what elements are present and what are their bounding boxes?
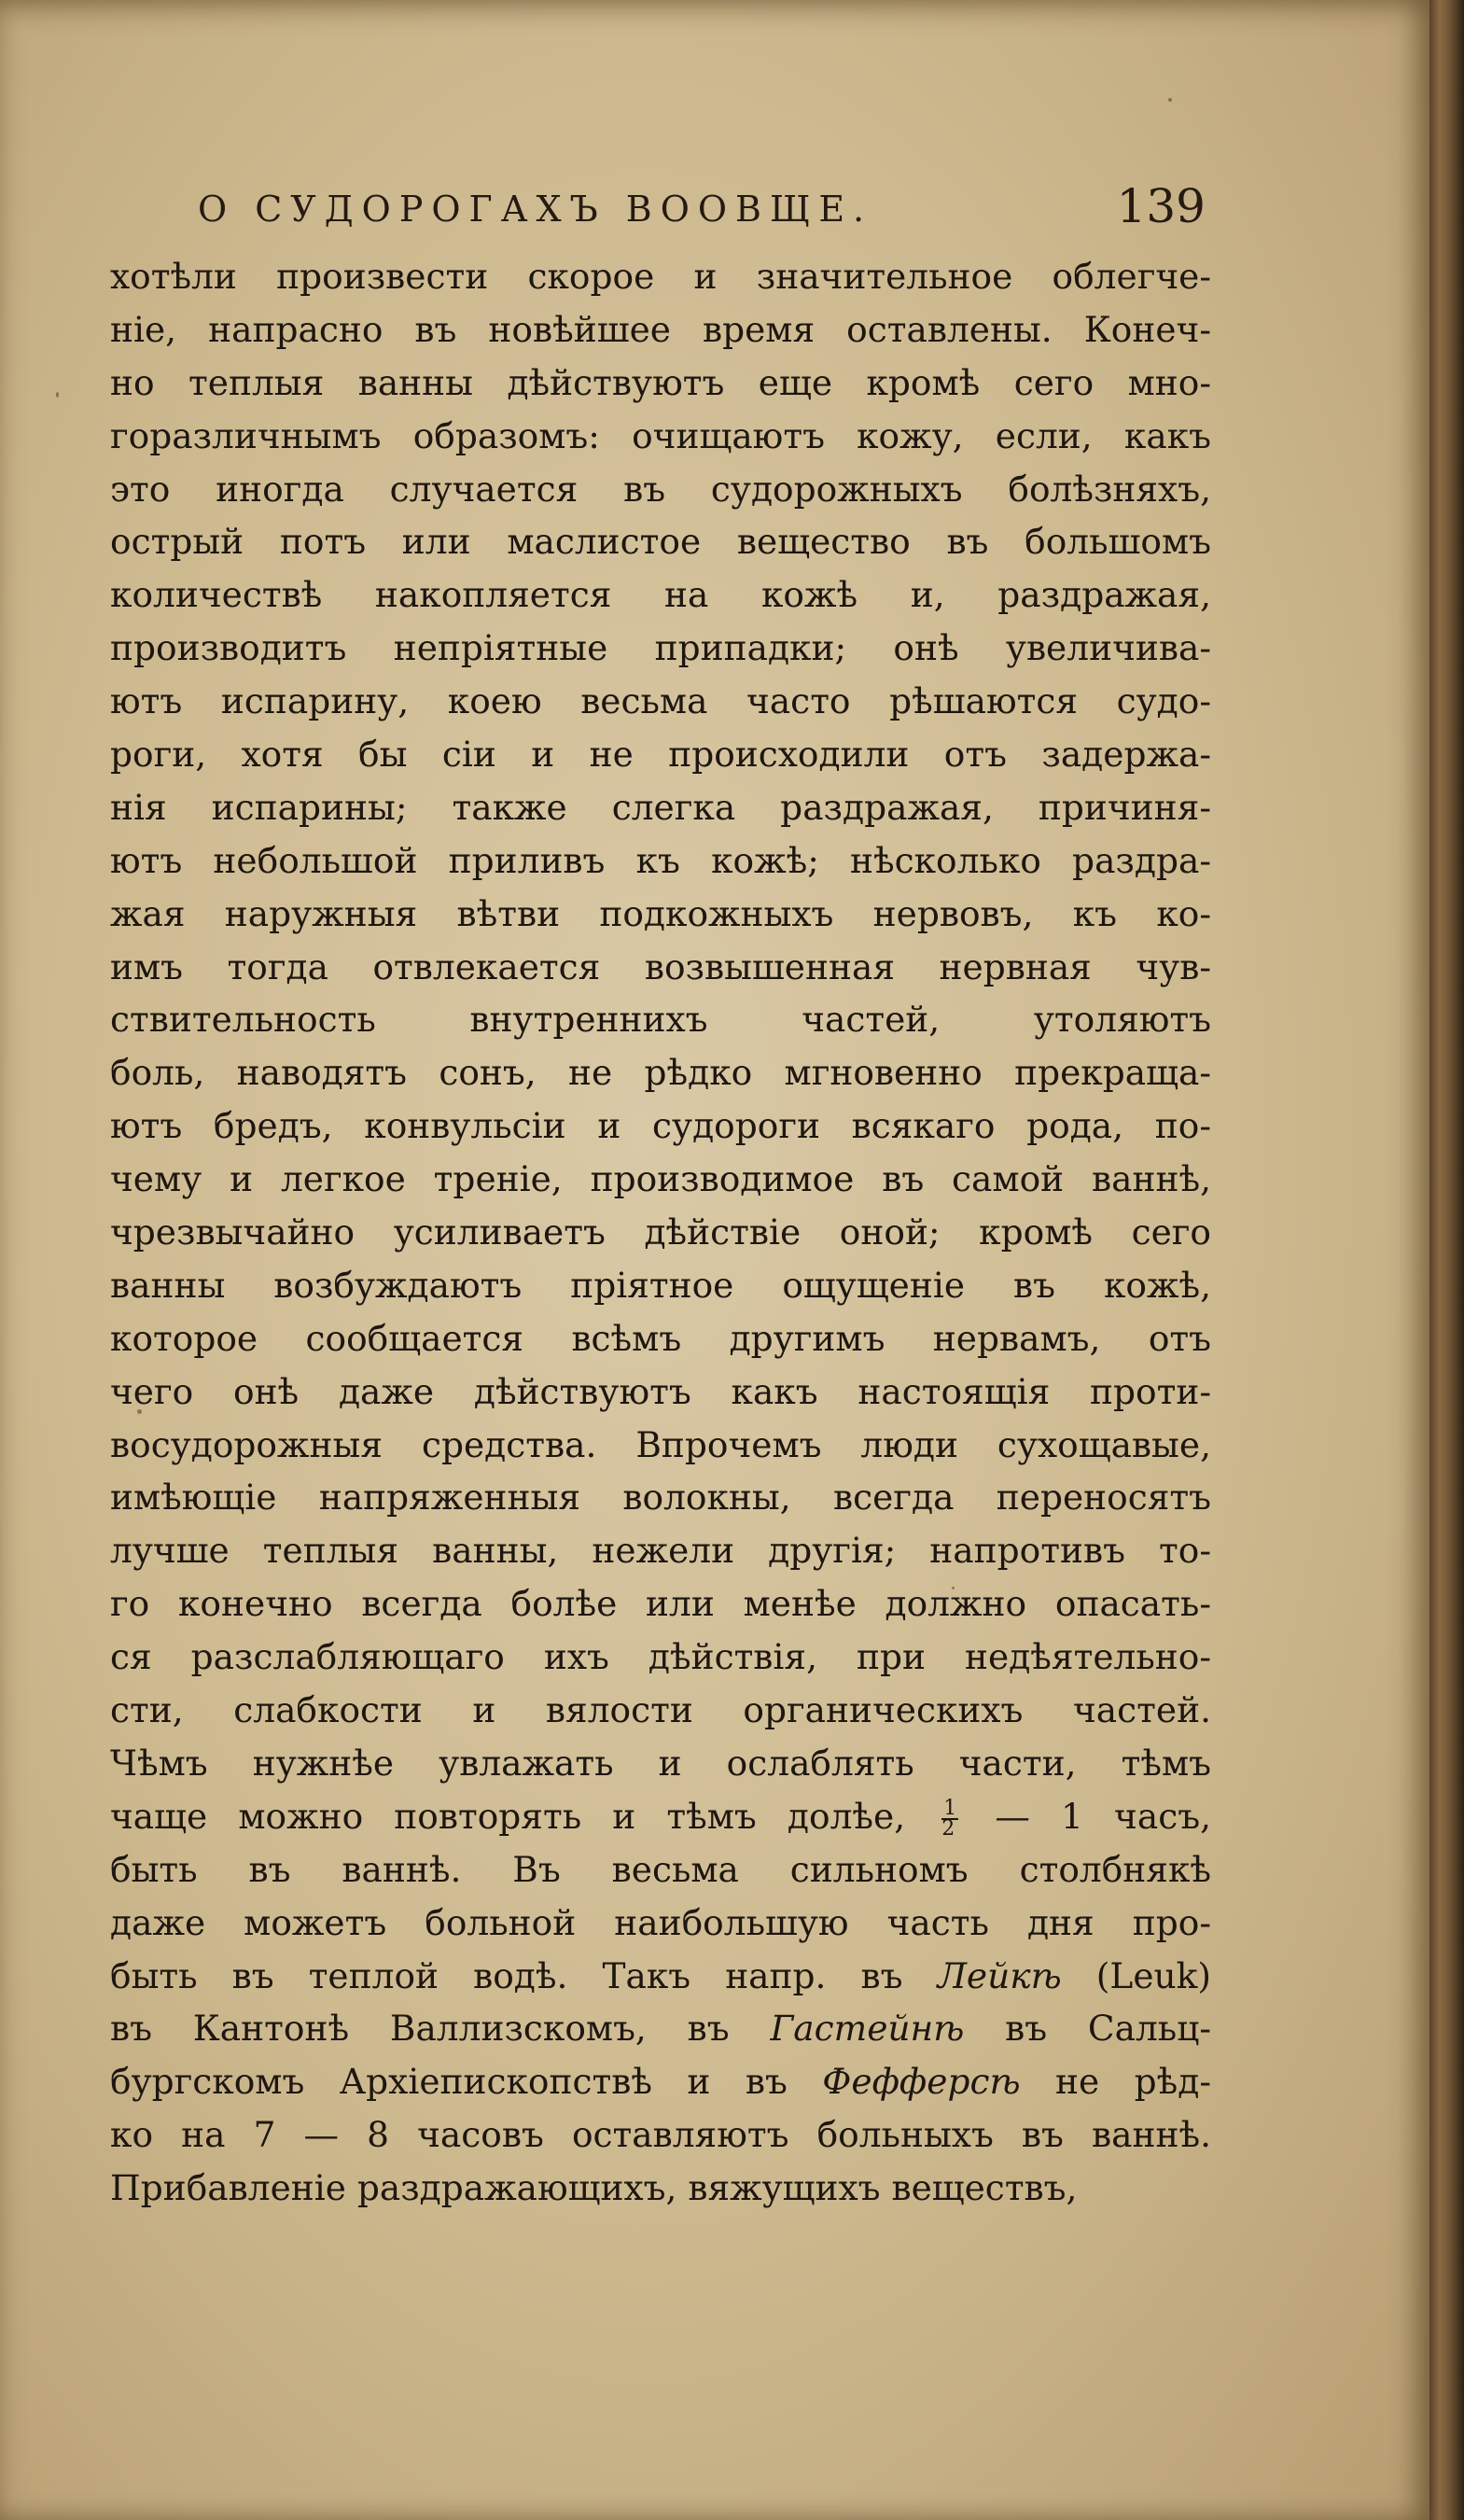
text-line: которое сообщается всѣмъ другимъ нервамъ, отъ — [110, 1317, 1211, 1359]
running-title: О СУДОРОГАХЪ ВООВЩЕ. — [198, 189, 873, 230]
text-line: даже можетъ больной наибольшую часть дня про- — [110, 1901, 1211, 1943]
text-line: но теплыя ванны дѣйствуютъ еще кромѣ сего мно- — [110, 361, 1211, 403]
ink-speck — [56, 392, 59, 398]
text-line: это иногда случается въ судорожныхъ болѣзняхъ, — [110, 468, 1211, 510]
page-number: 139 — [1116, 179, 1206, 233]
page-header — [198, 168, 1206, 252]
text-line: восудорожныя средства. Впрочемъ люди сухощавые, — [110, 1423, 1211, 1465]
fraction — [941, 1799, 958, 1839]
text-line: производитъ непрiятные припадки; онѣ увеличива- — [110, 627, 1211, 669]
text-segment: въ Сальц- — [1005, 2008, 1211, 2050]
text-line: хотѣли произвести скорое и значительное облегче- — [110, 256, 1211, 297]
text-line: боль, наводятъ сонъ, не рѣдко мгновенно прекраща- — [110, 1052, 1211, 1094]
text-line: Прибавленiе раздражающихъ, вяжущихъ веществъ, — [110, 2167, 1078, 2209]
text-line: ко на 7 — 8 часовъ оставляютъ больныхъ въ ваннѣ. — [110, 2114, 1211, 2156]
text-line: количествѣ накопляется на кожѣ и, раздражая, — [110, 574, 1211, 616]
text-line: быть въ ваннѣ. Въ весьма сильномъ столбнякѣ — [110, 1848, 1211, 1890]
text-segment: не рѣд- — [1055, 2061, 1211, 2103]
text-line: сти, слабкости и вялости органическихъ частей. — [110, 1689, 1211, 1731]
text-line: нiе, напрасно въ новѣйшее время оставлены. Конеч- — [110, 308, 1211, 350]
text-line: роги, хотя бы сiи и не происходили отъ задержа- — [110, 734, 1211, 776]
text-line: жая наружныя вѣтви подкожныхъ нервовъ, къ ко- — [110, 892, 1211, 934]
text-line: чрезвычайно усиливаетъ дѣйствiе оной; кромѣ сего — [110, 1211, 1211, 1253]
text-line: имъ тогда отвлекается возвышенная нервная чув- — [110, 945, 1211, 987]
text-line: ся разслабляющаго ихъ дѣйствiя, при недѣятельно- — [110, 1636, 1211, 1678]
text-line-with-italic — [110, 2002, 1211, 2055]
text-segment: въ Кантонѣ Валлизскомъ, въ — [110, 2008, 730, 2050]
text-segment: (Leuk) — [1095, 1954, 1211, 1996]
text-line-with-italic — [110, 1950, 1211, 2003]
text-line: ствительность внутреннихъ частей, утоляютъ — [110, 999, 1211, 1041]
book-spine-edge — [1429, 0, 1464, 2520]
text-line: острый потъ или маслистое вещество въ большомъ — [110, 521, 1211, 563]
text-segment: чаще можно повторять и тѣмъ долѣе, — [110, 1795, 906, 1837]
ink-speck — [1168, 98, 1172, 102]
text-segment: — 1 часъ, — [995, 1795, 1211, 1837]
fraction-denominator: 2 — [941, 1817, 955, 1841]
text-line: чего онѣ даже дѣйствуютъ какъ настоящiя проти- — [110, 1370, 1211, 1412]
text-line-with-fraction — [110, 1790, 1211, 1843]
italic-place-name: Фефферсѣ — [822, 2061, 1021, 2103]
text-line: имѣющiе напряженныя волокны, всегда переносятъ — [110, 1477, 1211, 1519]
text-line: ванны возбуждаютъ прiятное ощущенiе въ кожѣ, — [110, 1264, 1211, 1306]
italic-place-name: Гастейнѣ — [770, 2008, 965, 2050]
text-line: ютъ испарину, коею весьма часто рѣшаются судо- — [110, 680, 1211, 722]
text-segment: бургскомъ Архiепископствѣ и въ — [110, 2061, 788, 2103]
italic-place-name: Лейкѣ — [937, 1954, 1062, 1996]
body-text — [110, 250, 1211, 2215]
text-line-with-italic — [110, 2055, 1211, 2108]
text-line: ютъ бредъ, конвульсiи и судороги всякаго рода, по- — [110, 1105, 1211, 1147]
text-line: нiя испарины; также слегка раздражая, причиня- — [110, 786, 1211, 828]
text-line: го конечно всегда болѣе или менѣе должно опасать- — [110, 1583, 1211, 1625]
text-line: Чѣмъ нужнѣе увлажать и ослаблять части, тѣмъ — [110, 1742, 1211, 1784]
text-line: ютъ небольшой приливъ къ кожѣ; нѣсколько раздра- — [110, 839, 1211, 881]
text-line: чему и легкое тренiе, производимое въ самой ваннѣ, — [110, 1158, 1211, 1200]
text-line: горазличнымъ образомъ: очищаютъ кожу, если, какъ — [110, 414, 1211, 456]
text-line: лучше теплыя ванны, нежели другiя; напротивъ то- — [110, 1530, 1211, 1572]
text-segment: быть въ теплой водѣ. Такъ напр. въ — [110, 1954, 903, 1996]
fraction-numerator: 1 — [943, 1797, 957, 1821]
